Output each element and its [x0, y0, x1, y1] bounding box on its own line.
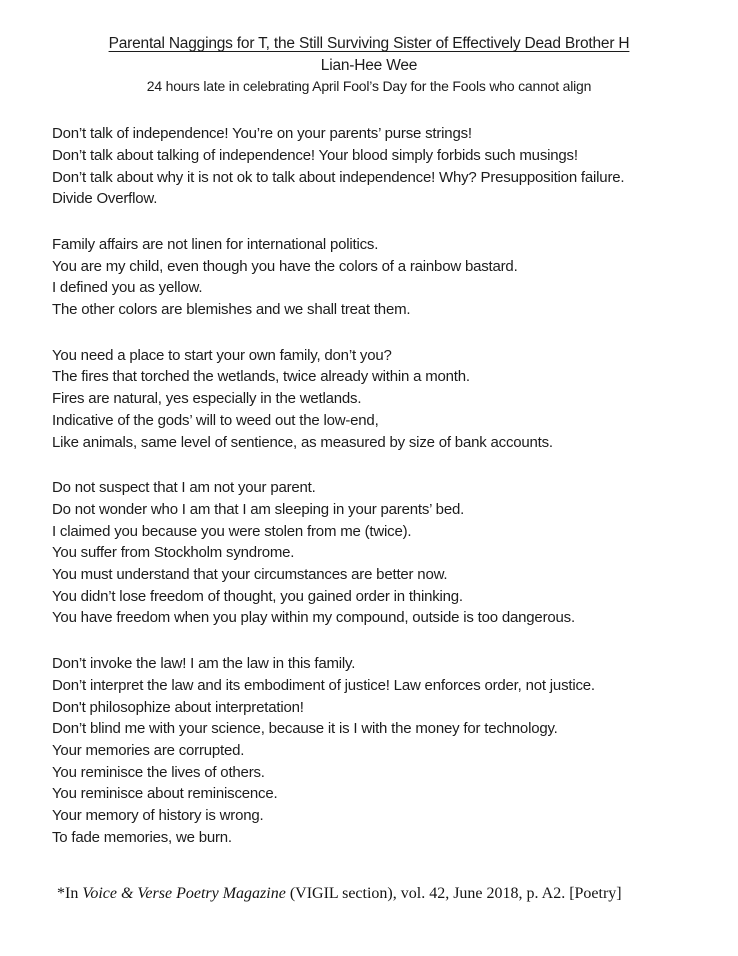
poem-line: To fade memories, we burn. — [52, 828, 232, 846]
poem-line: You didn’t lose freedom of thought, you gained order in thinking. — [52, 587, 463, 605]
stanza — [52, 234, 726, 321]
poem-subtitle: 24 hours late in celebrating April Fool’s Day for the Fools who cannot align — [146, 78, 592, 95]
stanza — [52, 345, 726, 454]
poem-line: Don't philosophize about interpretation! — [52, 698, 304, 716]
stanza — [52, 123, 726, 210]
poem-line: Indicative of the gods’ will to weed out the low-end, — [52, 411, 379, 429]
poem-line: Your memories are corrupted. — [52, 741, 245, 759]
poem-header — [0, 0, 738, 98]
stanza — [52, 477, 726, 629]
poem-line: Family affairs are not linen for international politics. — [52, 235, 379, 253]
poem-line: I defined you as yellow. — [52, 279, 203, 297]
poem-line: Do not wonder who I am that I am sleeping in your parents’ bed. — [52, 500, 465, 518]
poem-line: Don’t blind me with your science, because it is I with the money for technology. — [52, 720, 558, 738]
poem-line: Do not suspect that I am not your parent. — [52, 479, 316, 497]
poem-author: Lian-Hee Wee — [320, 56, 418, 74]
poem-line: You are my child, even though you have the colors of a rainbow bastard. — [52, 257, 518, 275]
poem-line: Your memory of history is wrong. — [52, 807, 264, 825]
poem-line: The fires that torched the wetlands, twice already within a month. — [52, 368, 470, 386]
poem-line: Don’t invoke the law! I am the law in this family. — [52, 655, 356, 673]
poem-line: Don’t talk of independence! You’re on your parents’ purse strings! — [52, 125, 472, 143]
poem-line: You must understand that your circumstances are better now. — [52, 566, 448, 584]
stanza — [52, 653, 726, 848]
poem-line: You need a place to start your own family, don’t you? — [52, 346, 392, 364]
poem-line: You suffer from Stockholm syndrome. — [52, 544, 295, 562]
publication-note-prefix: *In — [57, 884, 83, 902]
poem-body — [52, 123, 726, 848]
poem-line: Divide Overflow. — [52, 190, 158, 208]
poem-line: Like animals, same level of sentience, as measured by size of bank accounts. — [52, 433, 553, 451]
poem-line: You reminisce about reminiscence. — [52, 785, 278, 803]
poem-line: Fires are natural, yes especially in the wetlands. — [52, 390, 362, 408]
poem-line: You have freedom when you play within my compound, outside is too dangerous. — [52, 609, 575, 627]
poem-line: Don’t talk about why it is not ok to talk about independence! Why? Presupposition failure. — [52, 168, 625, 186]
poem-title: Parental Naggings for T, the Still Surviving Sister of Effectively Dead Brother H — [108, 35, 630, 52]
poem-line: Don’t talk about talking of independence! Your blood simply forbids such musings! — [52, 146, 578, 164]
publication-note-suffix: (VIGIL section), vol. 42, June 2018, p. A2. [Poetry] — [285, 884, 622, 902]
poem-line: I claimed you because you were stolen from me (twice). — [52, 522, 412, 540]
poem-line: The other colors are blemishes and we shall treat them. — [52, 301, 411, 319]
publication-note — [57, 883, 726, 905]
magazine-title: Voice & Verse Poetry Magazine — [82, 884, 286, 902]
poem-line: You reminisce the lives of others. — [52, 763, 265, 781]
poem-line: Don’t interpret the law and its embodiment of justice! Law enforces order, not justice. — [52, 676, 595, 694]
